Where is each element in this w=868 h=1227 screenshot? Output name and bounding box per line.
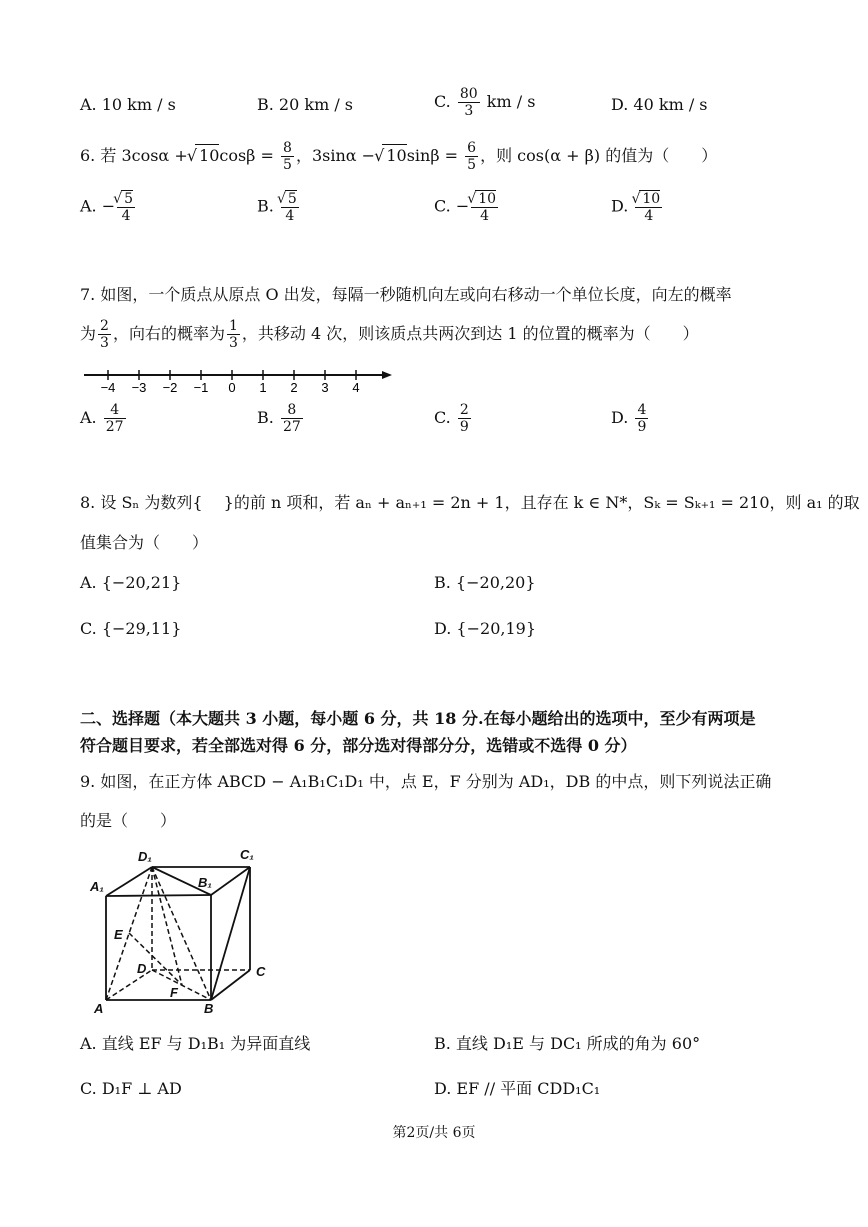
- number-line-tick-label: −2: [162, 380, 178, 394]
- edge-a1-d1: [106, 867, 152, 896]
- q9-stem-line1: 9. 如图，在正方体 ABCD − A₁B₁C₁D₁ 中，点 E，F 分别为 AD₁，DB 的中点，则下列说法正确: [80, 772, 772, 791]
- q7-option-b: B. $\frac{8}{27}$: [257, 402, 301, 435]
- label-e: E: [114, 927, 123, 942]
- q7-option-d: D. $\frac{4}{9}$: [611, 402, 647, 435]
- label-c: C: [256, 964, 266, 979]
- q5-option-c: C. $\frac{80}{3}$ km / s: [434, 86, 536, 119]
- q8-stem-line1: 8. 设 Sₙ 为数列{ }的前 n 项和，若 aₙ + aₙ₊₁ = 2n + 1，且存在 k ∈ N*，Sₖ = Sₖ₊₁ = 210，则 a₁ 的取: [80, 493, 860, 512]
- q7-option-a: A. $\frac{4}{27}$: [80, 402, 124, 435]
- cube-figure: [80, 845, 280, 1020]
- label-b1: B₁: [198, 875, 212, 890]
- q8-stem-line2: 值集合为（ ）: [80, 533, 209, 552]
- q5-option-a: A. 10 km / s: [80, 95, 176, 114]
- q6-option-c: C. − √ $\frac{10}{4}$: [434, 190, 500, 224]
- page-footer: 第2页/共 6页: [392, 1125, 476, 1141]
- q9-stem-line2: 的是（ ）: [80, 811, 177, 830]
- label-b: B: [204, 1001, 214, 1016]
- label-a1: A₁: [90, 879, 104, 894]
- q7-stem-line2: 为 $\frac{2}{3}$ ，向右的概率为 $\frac{1}{3}$ ，共移动 4 次，则该质点共两次到达 1 的位置的概率为（ ）: [80, 318, 699, 351]
- edge-c1-b1: [211, 867, 250, 895]
- number-line-arrow: [382, 371, 392, 379]
- label-d1: D₁: [138, 849, 152, 864]
- q6-option-a: A. − √ $\frac{5}{4}$: [80, 190, 137, 224]
- section2-heading-line1: 二、选择题（本大题共 3 小题，每小题 6 分，共 18 分.在每小题给出的选项中，至少有两项是: [80, 709, 756, 728]
- segment-c1-b: [211, 867, 250, 1000]
- q9-option-b: B. 直线 D₁E 与 DC₁ 所成的角为 60°: [434, 1034, 701, 1053]
- q7-option-c: C. $\frac{2}{9}$: [434, 402, 469, 435]
- label-f: F: [170, 985, 178, 1000]
- q8-option-d: D. {−20,19}: [434, 619, 536, 638]
- q8-option-b: B. {−20,20}: [434, 573, 536, 592]
- edge-b-c: [211, 970, 250, 1000]
- number-line-tick-label: 3: [321, 380, 329, 394]
- q9-option-d: D. EF // 平面 CDD₁C₁: [434, 1079, 601, 1098]
- number-line-tick-label: −1: [193, 380, 209, 394]
- section2-heading-line2: 符合题目要求，若全部选对得 6 分，部分选对得部分分，选错或不选得 0 分）: [80, 736, 637, 755]
- q6-stem: 6. 若 3cosα + √ 10cosβ = $\frac{8}{5}$ ，3sinα − √ 10sinβ = $\frac{6}{5}$ ，则 cos(α + β) 的值为（ ）: [80, 140, 717, 173]
- number-line-tick-label: −4: [100, 380, 116, 394]
- q8-option-a: A. {−20,21}: [80, 573, 182, 592]
- q6-option-b: B. √ $\frac{5}{4}$: [257, 190, 301, 224]
- q6-option-d: D. √ $\frac{10}{4}$: [611, 190, 664, 224]
- q8-option-c: C. {−29,11}: [80, 619, 182, 638]
- number-line-tick-label: −3: [131, 380, 147, 394]
- number-line-tick-label: 1: [259, 380, 267, 394]
- q5-option-c-fraction: $\frac{80}{3}$: [459, 86, 478, 119]
- q9-option-c: C. D₁F ⊥ AD: [80, 1079, 182, 1098]
- number-line-tick-label: 4: [352, 380, 360, 394]
- q9-option-a: A. 直线 EF 与 D₁B₁ 为异面直线: [80, 1034, 311, 1053]
- label-a: A: [94, 1001, 104, 1016]
- q5-option-d: D. 40 km / s: [611, 95, 708, 114]
- label-d: D: [137, 961, 147, 976]
- number-line-figure: [80, 362, 400, 394]
- label-c1: C₁: [240, 847, 254, 862]
- number-line-tick-label: 0: [228, 380, 236, 394]
- q5-option-b: B. 20 km / s: [257, 95, 354, 114]
- number-line-tick-label: 2: [290, 380, 298, 394]
- q7-stem-line1: 7. 如图，一个质点从原点 O 出发，每隔一秒随机向左或向右移动一个单位长度，向左的概率: [80, 285, 732, 304]
- segment-e-f-hidden: [129, 933, 182, 985]
